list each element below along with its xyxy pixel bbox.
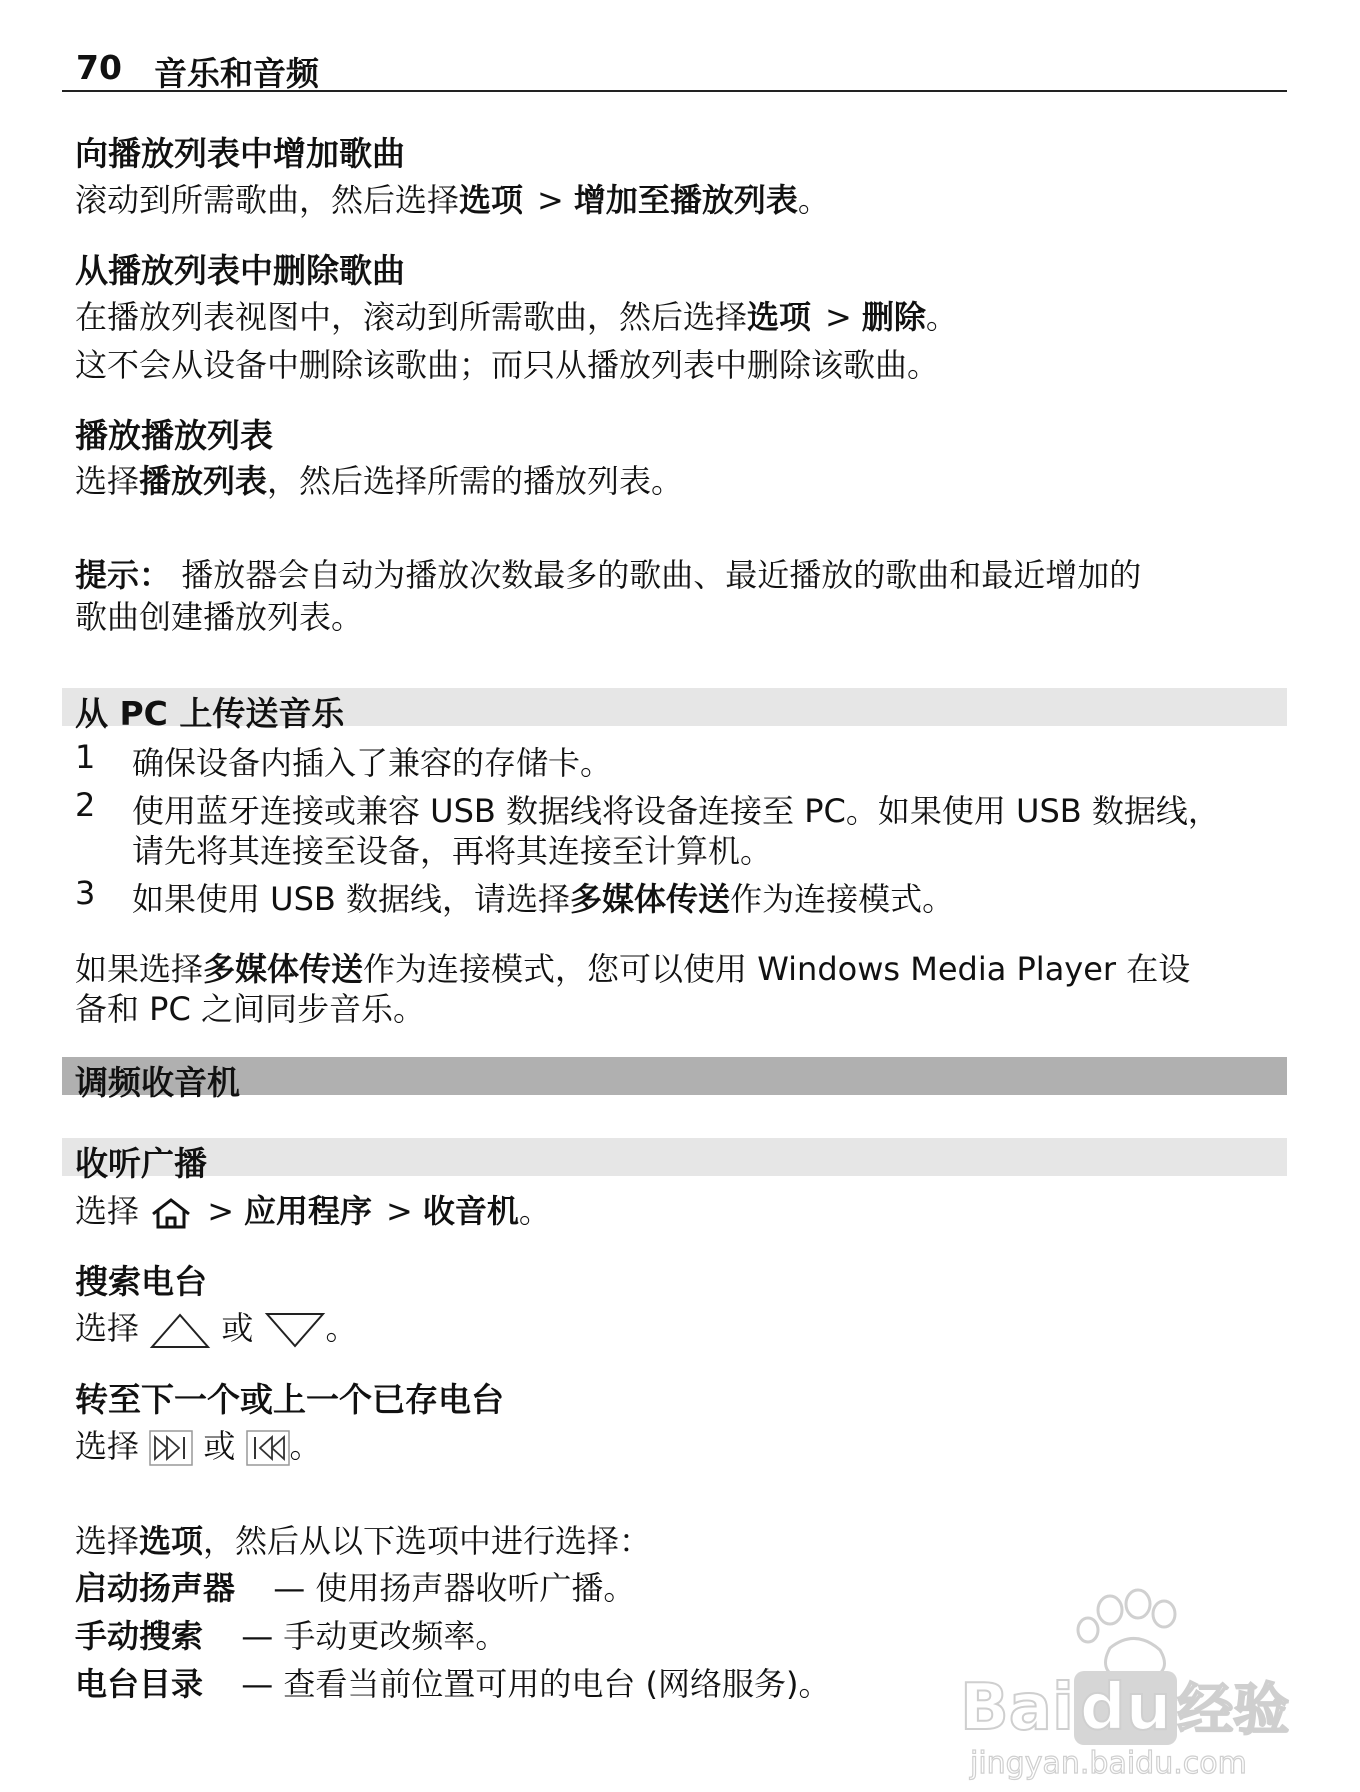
remove-song-note: 这不会从设备中删除该歌曲；而只从播放列表中删除该歌曲。 — [75, 346, 940, 384]
section-title: 调频收音机 — [75, 1063, 240, 1102]
page-number: 70 — [76, 48, 122, 87]
section-band-listen — [62, 1138, 1287, 1183]
tip-line-2: 歌曲创建播放列表。 — [75, 598, 364, 636]
radio-term: 收音机 — [422, 1192, 519, 1230]
step-text-cont: 请先将其连接至设备，再将其连接至计算机。 — [132, 832, 773, 870]
remove-song-text — [75, 292, 958, 338]
search-end: 。 — [325, 1309, 358, 1347]
search-text — [75, 1303, 358, 1350]
menu-arrow: > — [386, 1192, 413, 1230]
options-intro-post: ，然后从以下选项中进行选择： — [203, 1522, 652, 1560]
delete-term: 删除 — [861, 298, 926, 336]
remove-song-text-pre: 在播放列表视图中，滚动到所需歌曲，然后选择 — [75, 298, 748, 336]
listen-pre: 选择 — [75, 1192, 140, 1230]
transfer-para-post: 作为连接模式，您可以使用 Windows Media Player 在设 — [363, 950, 1191, 988]
or-word: 或 — [203, 1427, 236, 1465]
play-playlist-pre: 选择 — [75, 462, 140, 500]
section-title: 收听广播 — [75, 1144, 207, 1183]
baidu-watermark — [960, 1588, 1290, 1788]
option-desc: 使用扬声器收听广播。 — [315, 1569, 636, 1607]
menu-arrow: > — [825, 298, 852, 336]
triangle-down-icon — [264, 1310, 326, 1350]
page-header — [62, 48, 1287, 92]
menu-arrow: > — [207, 1192, 234, 1230]
em-dash: — — [241, 1617, 274, 1655]
add-song-end: 。 — [797, 181, 830, 219]
step-number: 2 — [75, 786, 96, 824]
step-number: 1 — [75, 738, 96, 776]
step-text: 使用蓝牙连接或兼容 USB 数据线将设备连接至 PC。如果使用 USB 数据线， — [132, 792, 1220, 830]
media-transfer-term: 多媒体传送 — [203, 950, 364, 988]
option-desc: 查看当前位置可用的电台 (网络服务)。 — [283, 1665, 831, 1703]
triangle-up-icon — [149, 1310, 211, 1350]
em-dash: — — [273, 1569, 306, 1607]
transfer-paragraph-cont: 备和 PC 之间同步音乐。 — [75, 990, 425, 1028]
listen-end: 。 — [518, 1192, 551, 1230]
option-term: 启动扬声器 — [75, 1569, 236, 1607]
chapter-title: 音乐和音频 — [154, 54, 319, 93]
play-playlist-heading: 播放播放列表 — [75, 416, 273, 455]
applications-term: 应用程序 — [244, 1192, 373, 1230]
playlist-term: 播放列表 — [139, 462, 268, 500]
play-playlist-text — [75, 456, 683, 502]
option-item — [75, 1563, 635, 1609]
menu-arrow: > — [537, 181, 564, 219]
station-pre: 选择 — [75, 1427, 140, 1465]
station-end: 。 — [289, 1427, 322, 1465]
play-playlist-post: ，然后选择所需的播放列表。 — [267, 462, 684, 500]
step-3-pre: 如果使用 USB 数据线，请选择 — [132, 880, 571, 918]
or-word: 或 — [221, 1309, 254, 1347]
add-song-text — [75, 175, 830, 221]
search-heading: 搜索电台 — [75, 1262, 207, 1301]
step-text — [132, 874, 954, 920]
add-song-text-pre: 滚动到所需歌曲，然后选择 — [75, 181, 460, 219]
section-band-fm-radio — [62, 1057, 1287, 1102]
step-3-post: 作为连接模式。 — [730, 880, 955, 918]
option-desc: 手动更改频率。 — [283, 1617, 508, 1655]
option-term: 手动搜索 — [75, 1617, 204, 1655]
watermark-brand — [960, 1666, 1289, 1746]
skip-back-icon — [246, 1430, 290, 1466]
remove-song-heading: 从播放列表中删除歌曲 — [75, 251, 405, 290]
tip-text-1: 播放器会自动为播放次数最多的歌曲、最近播放的歌曲和最近增加的 — [181, 556, 1142, 594]
options-intro — [75, 1516, 651, 1562]
remove-song-end: 。 — [925, 298, 958, 336]
add-to-playlist-term: 增加至播放列表 — [573, 181, 798, 219]
search-pre: 选择 — [75, 1309, 140, 1347]
option-item — [75, 1659, 831, 1705]
station-text — [75, 1421, 322, 1467]
options-term: 选项 — [747, 298, 812, 336]
options-term: 选项 — [139, 1522, 204, 1560]
em-dash: — — [241, 1665, 274, 1703]
step-number: 3 — [75, 874, 96, 912]
tip-line-1 — [75, 550, 1141, 596]
home-icon — [149, 1196, 193, 1230]
section-title: 从 PC 上传送音乐 — [75, 694, 345, 733]
section-band-transfer — [62, 688, 1287, 733]
skip-forward-icon — [149, 1430, 193, 1466]
option-term: 电台目录 — [75, 1665, 204, 1703]
options-term: 选项 — [459, 181, 524, 219]
listen-text — [75, 1186, 551, 1232]
watermark-brand-b: du — [1074, 1671, 1177, 1745]
option-item — [75, 1611, 507, 1657]
watermark-url: jingyan.baidu.com — [970, 1746, 1247, 1781]
watermark-brand-c: 经验 — [1177, 1678, 1290, 1743]
tip-label: 提示： — [75, 556, 172, 594]
station-heading: 转至下一个或上一个已存电台 — [75, 1380, 504, 1419]
options-intro-pre: 选择 — [75, 1522, 140, 1560]
transfer-para-pre: 如果选择 — [75, 950, 204, 988]
watermark-brand-a: Bai — [960, 1671, 1074, 1745]
step-text: 确保设备内插入了兼容的存储卡。 — [132, 744, 613, 782]
add-song-heading: 向播放列表中增加歌曲 — [75, 134, 405, 173]
media-transfer-term: 多媒体传送 — [570, 880, 731, 918]
